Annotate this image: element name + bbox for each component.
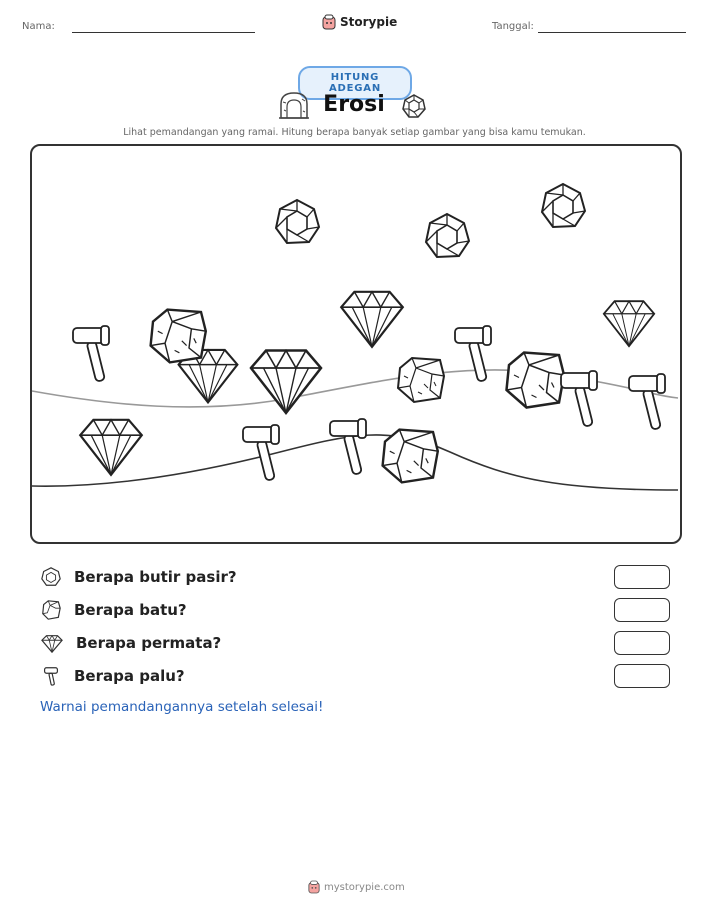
activity-badge: HITUNG ADEGAN: [298, 66, 412, 100]
gem-icon: [40, 632, 64, 654]
question-row: [40, 593, 670, 626]
website-text: mystorypie.com: [324, 881, 405, 893]
question-row: [40, 626, 670, 659]
question-text: Berapa butir pasir?: [74, 567, 237, 586]
brand-name: Storypie: [340, 15, 398, 29]
page-title: Erosi: [323, 92, 385, 117]
sand-grain-icon: [40, 566, 62, 588]
question-text: Berapa batu?: [74, 600, 187, 619]
question-list: [40, 560, 670, 692]
storypie-mascot-icon: [308, 880, 320, 894]
rock-icon: [40, 599, 62, 621]
question-text: Berapa permata?: [76, 633, 222, 652]
date-label: Tanggal:: [492, 21, 534, 32]
question-text: Berapa palu?: [74, 666, 185, 685]
name-label: Nama:: [22, 21, 55, 32]
answer-box[interactable]: [614, 598, 670, 622]
answer-box[interactable]: [614, 565, 670, 589]
question-row: [40, 659, 670, 692]
answer-box[interactable]: [614, 631, 670, 655]
question-row: [40, 560, 670, 593]
answer-box[interactable]: [614, 664, 670, 688]
hammer-icon: [40, 665, 62, 687]
footer-website: [308, 880, 405, 894]
instructions-text: Lihat pemandangan yang ramai. Hitung berapa banyak setiap gambar yang bisa kamu temukan.: [123, 127, 586, 138]
coloring-instruction: Warnai pemandangannya setelah selesai!: [40, 699, 324, 715]
